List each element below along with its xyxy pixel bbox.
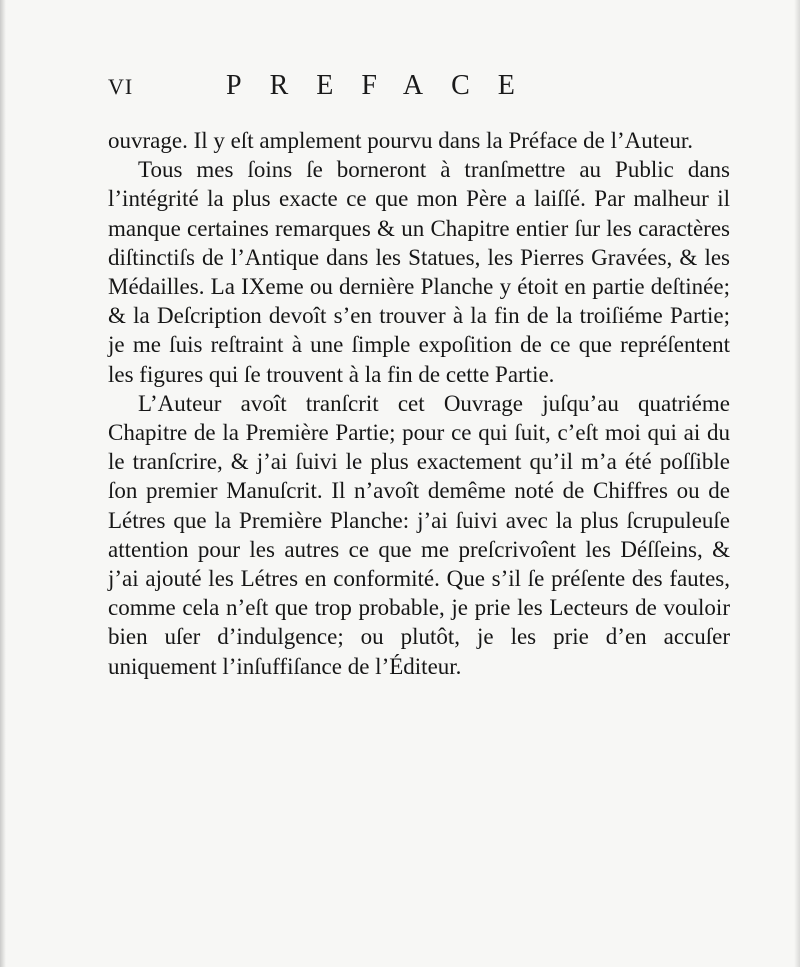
- page-left-edge: [0, 0, 6, 967]
- paragraph-2: Tous mes ſoins ſe borneront à tranſmettre au Public dans l’intégrité la plus exacte ce que mon Père a laiſſé. Par malheur il manque certaines remarques & un Chapitre entier ſur les caractères diſtinctiſs de l’Antique dans les Statues, les Pierres Gravées, & les Médailles. La IXeme ou dernière Planche y étoit en partie deſtinée; & la Deſcription devoît s’en trouver à la fin de la troiſiéme Partie; je me ſuis reſtraint à une ſimple expoſition de ce que repréſentent les figures qui ſe trouvent à la fin de cette Partie.: [108, 157, 730, 387]
- running-head: [108, 70, 728, 110]
- paragraph-3: L’Auteur avoît tranſcrit cet Ouvrage juſqu’au quatriéme Chapitre de la Première Partie; pour ce qui ſuit, c’eſt moi qui ai du le tranſcrire, & j’ai ſuivi le plus exactement qu’il m’a été poſſible ſon premier Manuſcrit. Il n’avoît demême noté de Chiffres ou de Létres que la Première Planche: j’ai ſuivi avec la plus ſcrupuleuſe attention pour les autres ce que me preſcrivoîent les Déſſeins, & j’ai ajouté les Létres en conformité. Que s’il ſe préſente des fautes, comme cela n’eſt que trop probable, je prie les Lecteurs de vouloir bien uſer d’indulgence; ou plutôt, je les prie d’en accuſer uniquement l’inſuffiſance de l’Éditeur.: [108, 390, 730, 679]
- page-number: VI: [108, 74, 134, 99]
- preface-text: [108, 126, 730, 681]
- page-right-edge: [794, 0, 800, 967]
- running-title: PREFACE: [226, 70, 543, 101]
- paragraph-1: ouvrage. Il y eſt amplement pourvu dans la Préface de l’Auteur.: [108, 128, 694, 153]
